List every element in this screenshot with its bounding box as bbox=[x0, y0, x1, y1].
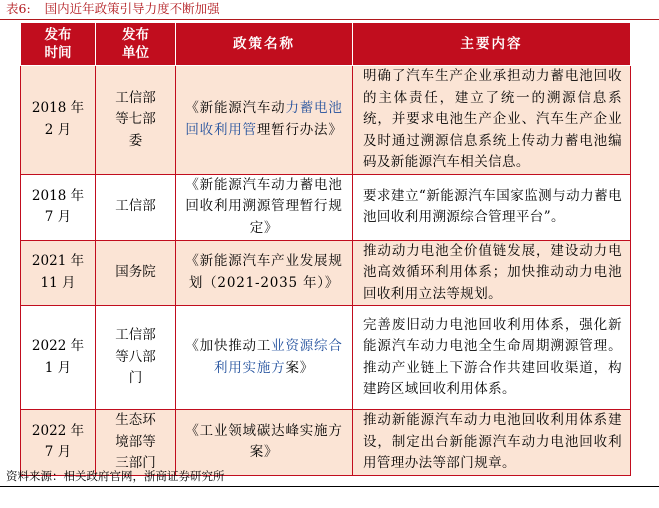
caption-title: 国内近年政策引导力度不断加强 bbox=[44, 1, 220, 16]
cell-policy-name: 《新能源汽车产业发展规划（2021-2035 年）》 bbox=[176, 240, 353, 306]
cell-issuer: 国务院 bbox=[96, 240, 176, 306]
cell-date: 2022 年 1 月 bbox=[21, 306, 96, 410]
cell-date: 2022 年 7 月 bbox=[21, 410, 96, 476]
cell-content: 推动动力电池全价值链发展，建设动力电池高效循环利用体系；加快推动动力电池回收利用立法等规划。 bbox=[353, 240, 631, 306]
caption-number: 表6: bbox=[6, 1, 31, 16]
cell-issuer: 生态环 境部等 三部门 bbox=[96, 410, 176, 476]
cell-content: 推动新能源汽车动力电池回收利用体系建设，制定出台新能源汽车动力电池回收利用管理办法等部门规章。 bbox=[353, 410, 631, 476]
cell-policy-name: 《工业领域碳达峰实施方案》 bbox=[176, 410, 353, 476]
source-note: 资料来源：相关政府官网，浙商证券研究所 bbox=[6, 469, 225, 483]
table-row bbox=[21, 240, 631, 306]
cell-content: 要求建立“新能源汽车国家监测与动力蓄电池回收利用溯源综合管理平台”。 bbox=[353, 174, 631, 240]
table-row bbox=[21, 174, 631, 240]
header-date: 发布 时间 bbox=[21, 23, 96, 66]
cell-issuer: 工信部 等七部 委 bbox=[96, 66, 176, 175]
table-caption bbox=[6, 0, 220, 18]
cell-content: 完善废旧动力电池回收利用体系，强化新能源汽车动力电池全生命周期溯源管理。推动产业链上下游合作共建回收渠道，构建跨区域回收利用体系。 bbox=[353, 306, 631, 410]
cell-policy-name: 《新能源汽车动力蓄电池回收利用管理暂行办法》 bbox=[176, 66, 353, 175]
cell-date: 2021 年 11 月 bbox=[21, 240, 96, 306]
bottom-divider bbox=[0, 486, 659, 487]
table-header-row bbox=[21, 23, 631, 66]
table-row bbox=[21, 66, 631, 175]
cell-issuer: 工信部 bbox=[96, 174, 176, 240]
header-main-content: 主要内容 bbox=[353, 23, 631, 66]
cell-issuer: 工信部 等八部 门 bbox=[96, 306, 176, 410]
table-row bbox=[21, 306, 631, 410]
header-policy-name: 政策名称 bbox=[176, 23, 353, 66]
header-issuer: 发布 单位 bbox=[96, 23, 176, 66]
cell-policy-name: 《新能源汽车动力蓄电池回收利用溯源管理暂行规定》 bbox=[176, 174, 353, 240]
table-row bbox=[21, 410, 631, 476]
cell-content: 明确了汽车生产企业承担动力蓄电池回收的主体责任，建立了统一的溯源信息系统，并要求电池生产企业、汽车生产企业及时通过溯源信息系统上传动力蓄电池编码及新能源汽车相关信息。 bbox=[353, 66, 631, 175]
policy-table bbox=[20, 22, 631, 476]
caption-divider bbox=[0, 19, 659, 20]
cell-policy-name: 《加快推动工业资源综合利用实施方案》 bbox=[176, 306, 353, 410]
cell-date: 2018 年 7 月 bbox=[21, 174, 96, 240]
cell-date: 2018 年 2 月 bbox=[21, 66, 96, 175]
